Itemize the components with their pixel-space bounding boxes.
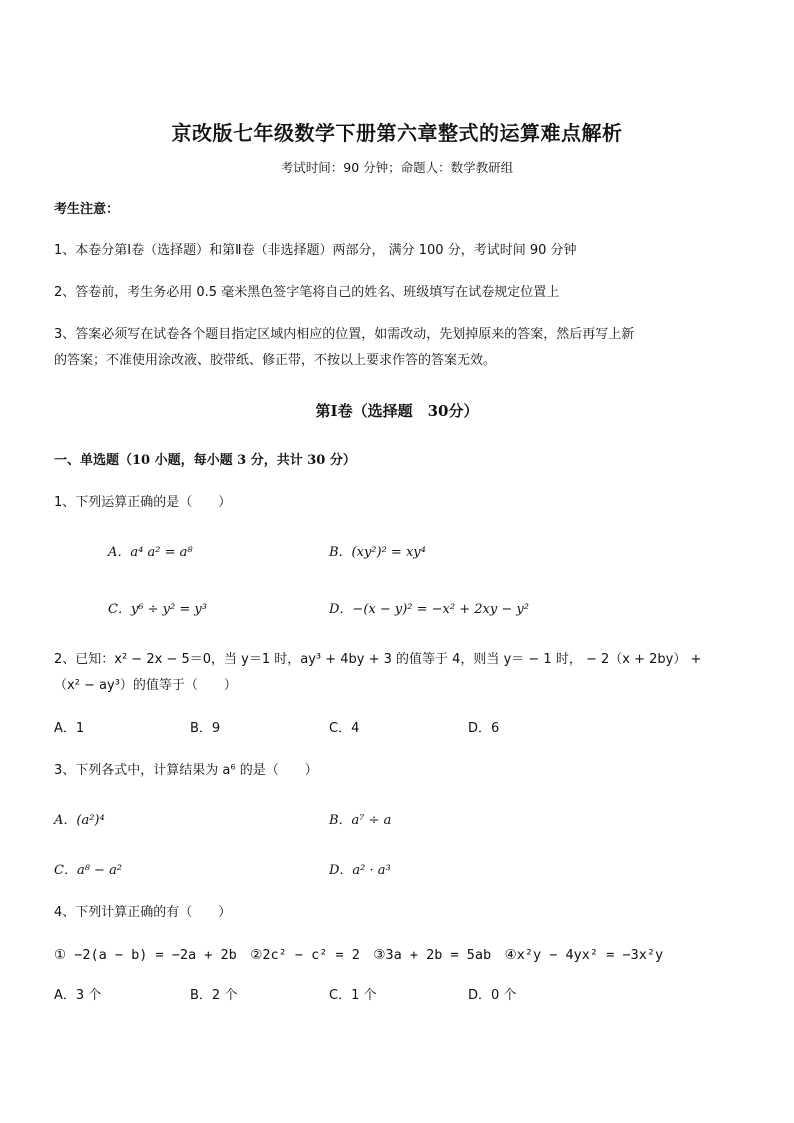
part-heading: 一、单选题（10 小题，每小题 3 分，共计 30 分）	[54, 453, 356, 468]
question-3-option-d[interactable]: D．a² · a³	[329, 863, 391, 878]
notice-item-1: 1、本卷分第Ⅰ卷（选择题）和第Ⅱ卷（非选择题）两部分， 满分 100 分，考试时间 90 分钟	[54, 243, 577, 258]
question-1-stem: 1、下列运算正确的是（ ）	[54, 495, 232, 510]
page-title: 京改版七年级数学下册第六章整式的运算难点解析	[171, 121, 623, 145]
question-3-option-a[interactable]: A．(a²)⁴	[54, 813, 105, 828]
question-4-option-c[interactable]: C．1 个	[329, 988, 377, 1003]
question-4-stem: 4、下列计算正确的有（ ）	[54, 905, 232, 920]
question-4-statements: ① −2(a − b) = −2a + 2b ②2c² − c² = 2 ③3a + 2b = 5ab ④x²y − 4yx² = −3x²y	[54, 947, 664, 963]
question-1-option-b[interactable]: B．(xy²)² = xy⁴	[329, 545, 426, 560]
notice-item-3-cont: 的答案；不准使用涂改液、胶带纸、修正带，不按以上要求作答的答案无效。	[54, 353, 497, 368]
question-2-stem-line2: （x² − ay³）的值等于（ ）	[54, 678, 237, 693]
question-2-option-b[interactable]: B．9	[190, 721, 221, 736]
question-4-option-d[interactable]: D．0 个	[468, 988, 517, 1003]
notice-heading: 考生注意：	[54, 202, 120, 217]
question-1-option-c[interactable]: C．y⁶ ÷ y² = y³	[108, 602, 207, 617]
question-4-option-a[interactable]: A．3 个	[54, 988, 102, 1003]
question-2-option-c[interactable]: C．4	[329, 721, 360, 736]
question-1-option-a[interactable]: A．a⁴ a² = a⁸	[108, 545, 193, 560]
question-1-option-d[interactable]: D．−(x − y)² = −x² + 2xy − y²	[329, 602, 529, 617]
question-3-option-c[interactable]: C．a⁸ − a²	[54, 863, 123, 878]
question-2-option-a[interactable]: A．1	[54, 721, 85, 736]
question-2-stem-line1: 2、已知：x² − 2x − 5＝0，当 y＝1 时，ay³ + 4by + 3 的值等于 4，则当 y＝ − 1 时， − 2（x + 2by） +	[54, 652, 702, 667]
question-3-stem: 3、下列各式中，计算结果为 a⁶ 的是（ ）	[54, 763, 318, 778]
question-2-option-d[interactable]: D．6	[468, 721, 500, 736]
notice-item-3: 3、答案必须写在试卷各个题目指定区域内相应的位置，如需改动，先划掉原来的答案，然后再写上新	[54, 327, 635, 342]
notice-item-2: 2、答卷前，考生务必用 0.5 毫米黑色签字笔将自己的姓名、班级填写在试卷规定位置上	[54, 285, 560, 300]
section-title: 第Ⅰ卷（选择题 30分）	[315, 402, 479, 420]
question-4-option-b[interactable]: B．2 个	[190, 988, 238, 1003]
exam-info: 考试时间：90 分钟；命题人：数学教研组	[280, 160, 514, 175]
question-3-option-b[interactable]: B．a⁷ ÷ a	[329, 813, 392, 828]
